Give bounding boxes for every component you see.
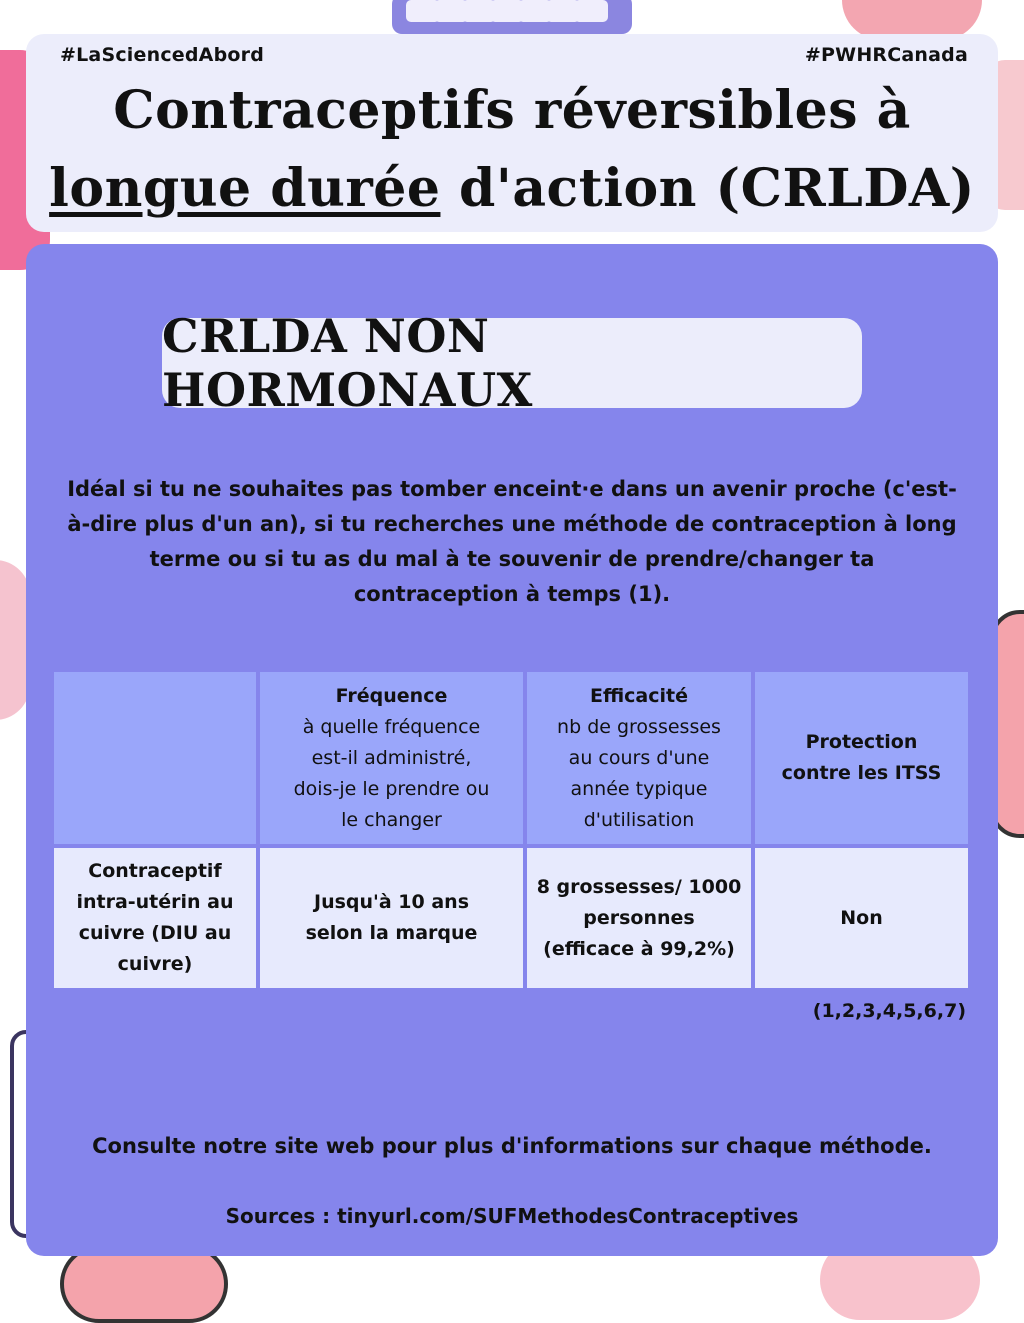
efficacy-value: 8 grossesses/ 1000 personnes (efficace à 99,2%) <box>536 875 742 960</box>
sti-protection-value: Non <box>840 906 883 929</box>
calendar-illustration <box>392 0 632 34</box>
page-title <box>26 72 998 228</box>
table-header-empty <box>54 672 256 844</box>
header-title: Protection contre les ITSS <box>781 731 942 784</box>
table-header-sti-protection <box>755 672 968 844</box>
content-panel <box>26 244 998 1256</box>
section-title: CRLDA NON HORMONAUX <box>162 318 862 408</box>
capsule-illustration <box>60 1245 228 1323</box>
method-name: Contraceptif intra-utérin au cuivre (DIU au cuivre) <box>76 860 234 975</box>
table-cell-sti-protection <box>755 848 968 988</box>
frequency-value: Jusqu'à 10 ans selon la marque <box>305 891 478 944</box>
table-cell-method <box>54 848 256 988</box>
hashtag-left: #LaSciencedAbord <box>60 44 264 66</box>
table-cell-efficacy <box>527 848 751 988</box>
sources-link[interactable]: Sources : tinyurl.com/SUFMethodesContraceptives <box>225 1204 799 1228</box>
header-subtitle: nb de grossesses au cours d'une année typique d'utilisation <box>557 715 721 831</box>
website-note: Consulte notre site web pour plus d'informations sur chaque méthode. <box>92 1134 932 1158</box>
hashtag-right: #PWHRCanada <box>804 44 968 66</box>
comparison-table <box>54 672 968 988</box>
table-header-efficacy <box>527 672 751 844</box>
title-line-1: Contraceptifs réversibles à <box>113 80 911 141</box>
table-cell-frequency <box>260 848 523 988</box>
title-line-2-rest: d'action (CRLDA) <box>440 158 975 219</box>
title-underlined: longue durée <box>49 158 441 219</box>
references: (1,2,3,4,5,6,7) <box>812 1000 966 1022</box>
header-title: Fréquence <box>335 684 448 707</box>
table-header-frequency <box>260 672 523 844</box>
header-title: Efficacité <box>590 684 688 707</box>
intro-text: Idéal si tu ne souhaites pas tomber enceint·e dans un avenir proche (c'est-à-dire plus d'un an), si tu recherches une méthode de contraception à long terme ou si tu as du mal à te souvenir de prendre/changer ta contraception à temps (1). <box>67 477 957 606</box>
header-card <box>26 34 998 232</box>
calendar-cell <box>574 0 608 22</box>
header-subtitle: à quelle fréquence est-il administré, dois-je le prendre ou le changer <box>293 715 490 831</box>
